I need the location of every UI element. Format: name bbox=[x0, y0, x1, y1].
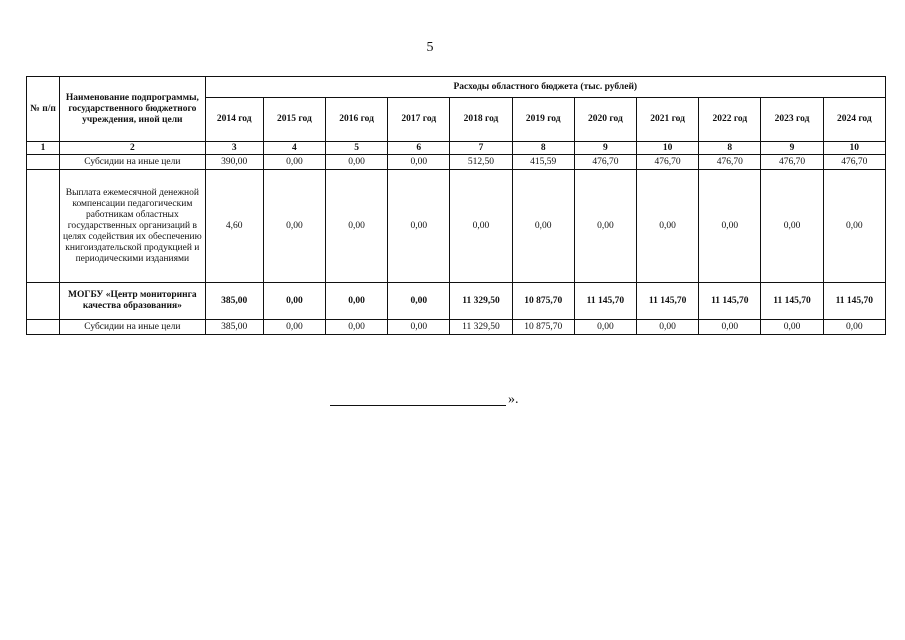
row-value: 476,70 bbox=[823, 155, 885, 170]
row-value: 476,70 bbox=[637, 155, 699, 170]
row-value: 11 329,50 bbox=[450, 320, 512, 335]
row-value: 385,00 bbox=[205, 320, 263, 335]
column-number: 8 bbox=[699, 142, 761, 155]
row-num bbox=[27, 320, 60, 335]
column-number: 6 bbox=[388, 142, 450, 155]
row-value: 10 875,70 bbox=[512, 283, 574, 320]
header-year: 2022 год bbox=[699, 98, 761, 142]
row-value: 11 329,50 bbox=[450, 283, 512, 320]
header-year: 2018 год bbox=[450, 98, 512, 142]
table-row bbox=[27, 283, 886, 320]
column-number: 9 bbox=[761, 142, 823, 155]
row-value: 0,00 bbox=[637, 170, 699, 283]
row-value: 476,70 bbox=[761, 155, 823, 170]
row-value: 0,00 bbox=[512, 170, 574, 283]
row-value: 0,00 bbox=[761, 320, 823, 335]
row-value: 0,00 bbox=[263, 170, 325, 283]
header-name: Наименование подпрограммы, государственного бюджетного учреждения, иной цели bbox=[60, 77, 205, 142]
row-num bbox=[27, 170, 60, 283]
budget-table bbox=[26, 76, 886, 335]
row-num bbox=[27, 283, 60, 320]
header-year: 2015 год bbox=[263, 98, 325, 142]
row-value: 390,00 bbox=[205, 155, 263, 170]
row-value: 0,00 bbox=[450, 170, 512, 283]
row-value: 476,70 bbox=[699, 155, 761, 170]
row-value: 0,00 bbox=[574, 320, 636, 335]
row-value: 385,00 bbox=[205, 283, 263, 320]
header-year: 2019 год bbox=[512, 98, 574, 142]
header-year: 2020 год bbox=[574, 98, 636, 142]
header-year: 2021 год bbox=[637, 98, 699, 142]
column-number: 10 bbox=[823, 142, 885, 155]
row-value: 0,00 bbox=[637, 320, 699, 335]
row-value: 0,00 bbox=[823, 170, 885, 283]
row-value: 10 875,70 bbox=[512, 320, 574, 335]
column-number: 1 bbox=[27, 142, 60, 155]
column-number: 9 bbox=[574, 142, 636, 155]
row-value: 11 145,70 bbox=[823, 283, 885, 320]
row-name: МОГБУ «Центр мониторинга качества образования» bbox=[60, 283, 205, 320]
row-value: 0,00 bbox=[263, 283, 325, 320]
row-value: 0,00 bbox=[263, 320, 325, 335]
row-value: 415,59 bbox=[512, 155, 574, 170]
row-value: 0,00 bbox=[699, 320, 761, 335]
row-value: 0,00 bbox=[388, 283, 450, 320]
row-value: 0,00 bbox=[388, 155, 450, 170]
row-value: 0,00 bbox=[325, 283, 387, 320]
row-value: 0,00 bbox=[823, 320, 885, 335]
table-row bbox=[27, 320, 886, 335]
header-year: 2016 год bbox=[325, 98, 387, 142]
table-row bbox=[27, 170, 886, 283]
row-value: 11 145,70 bbox=[699, 283, 761, 320]
header-year: 2014 год bbox=[205, 98, 263, 142]
row-value: 512,50 bbox=[450, 155, 512, 170]
row-value: 11 145,70 bbox=[637, 283, 699, 320]
row-value: 0,00 bbox=[574, 170, 636, 283]
column-number: 3 bbox=[205, 142, 263, 155]
column-number: 2 bbox=[60, 142, 205, 155]
table-row bbox=[27, 155, 886, 170]
header-year: 2024 год bbox=[823, 98, 885, 142]
header-year: 2017 год bbox=[388, 98, 450, 142]
row-value: 4,60 bbox=[205, 170, 263, 283]
row-name: Субсидии на иные цели bbox=[60, 320, 205, 335]
row-value: 0,00 bbox=[388, 320, 450, 335]
row-value: 0,00 bbox=[325, 170, 387, 283]
column-number: 4 bbox=[263, 142, 325, 155]
row-num bbox=[27, 155, 60, 170]
row-value: 0,00 bbox=[388, 170, 450, 283]
row-value: 0,00 bbox=[699, 170, 761, 283]
row-name: Субсидии на иные цели bbox=[60, 155, 205, 170]
row-value: 0,00 bbox=[761, 170, 823, 283]
signature-line bbox=[330, 405, 506, 406]
row-value: 476,70 bbox=[574, 155, 636, 170]
row-value: 0,00 bbox=[263, 155, 325, 170]
row-value: 0,00 bbox=[325, 320, 387, 335]
column-number: 8 bbox=[512, 142, 574, 155]
closing-quote: ». bbox=[508, 392, 519, 407]
column-number: 5 bbox=[325, 142, 387, 155]
row-value: 11 145,70 bbox=[761, 283, 823, 320]
header-year: 2023 год bbox=[761, 98, 823, 142]
column-number: 7 bbox=[450, 142, 512, 155]
header-num: № п/п bbox=[27, 77, 60, 142]
row-value: 11 145,70 bbox=[574, 283, 636, 320]
header-group: Расходы областного бюджета (тыс. рублей) bbox=[205, 77, 885, 98]
row-value: 0,00 bbox=[325, 155, 387, 170]
page-number: 5 bbox=[426, 40, 434, 55]
column-number: 10 bbox=[637, 142, 699, 155]
row-name: Выплата ежемесячной денежной компенсации педагогическим работникам областных государственных организаций в целях содействия их обеспечению книгоиздательской продукцией и периодическими изданиями bbox=[60, 170, 205, 283]
